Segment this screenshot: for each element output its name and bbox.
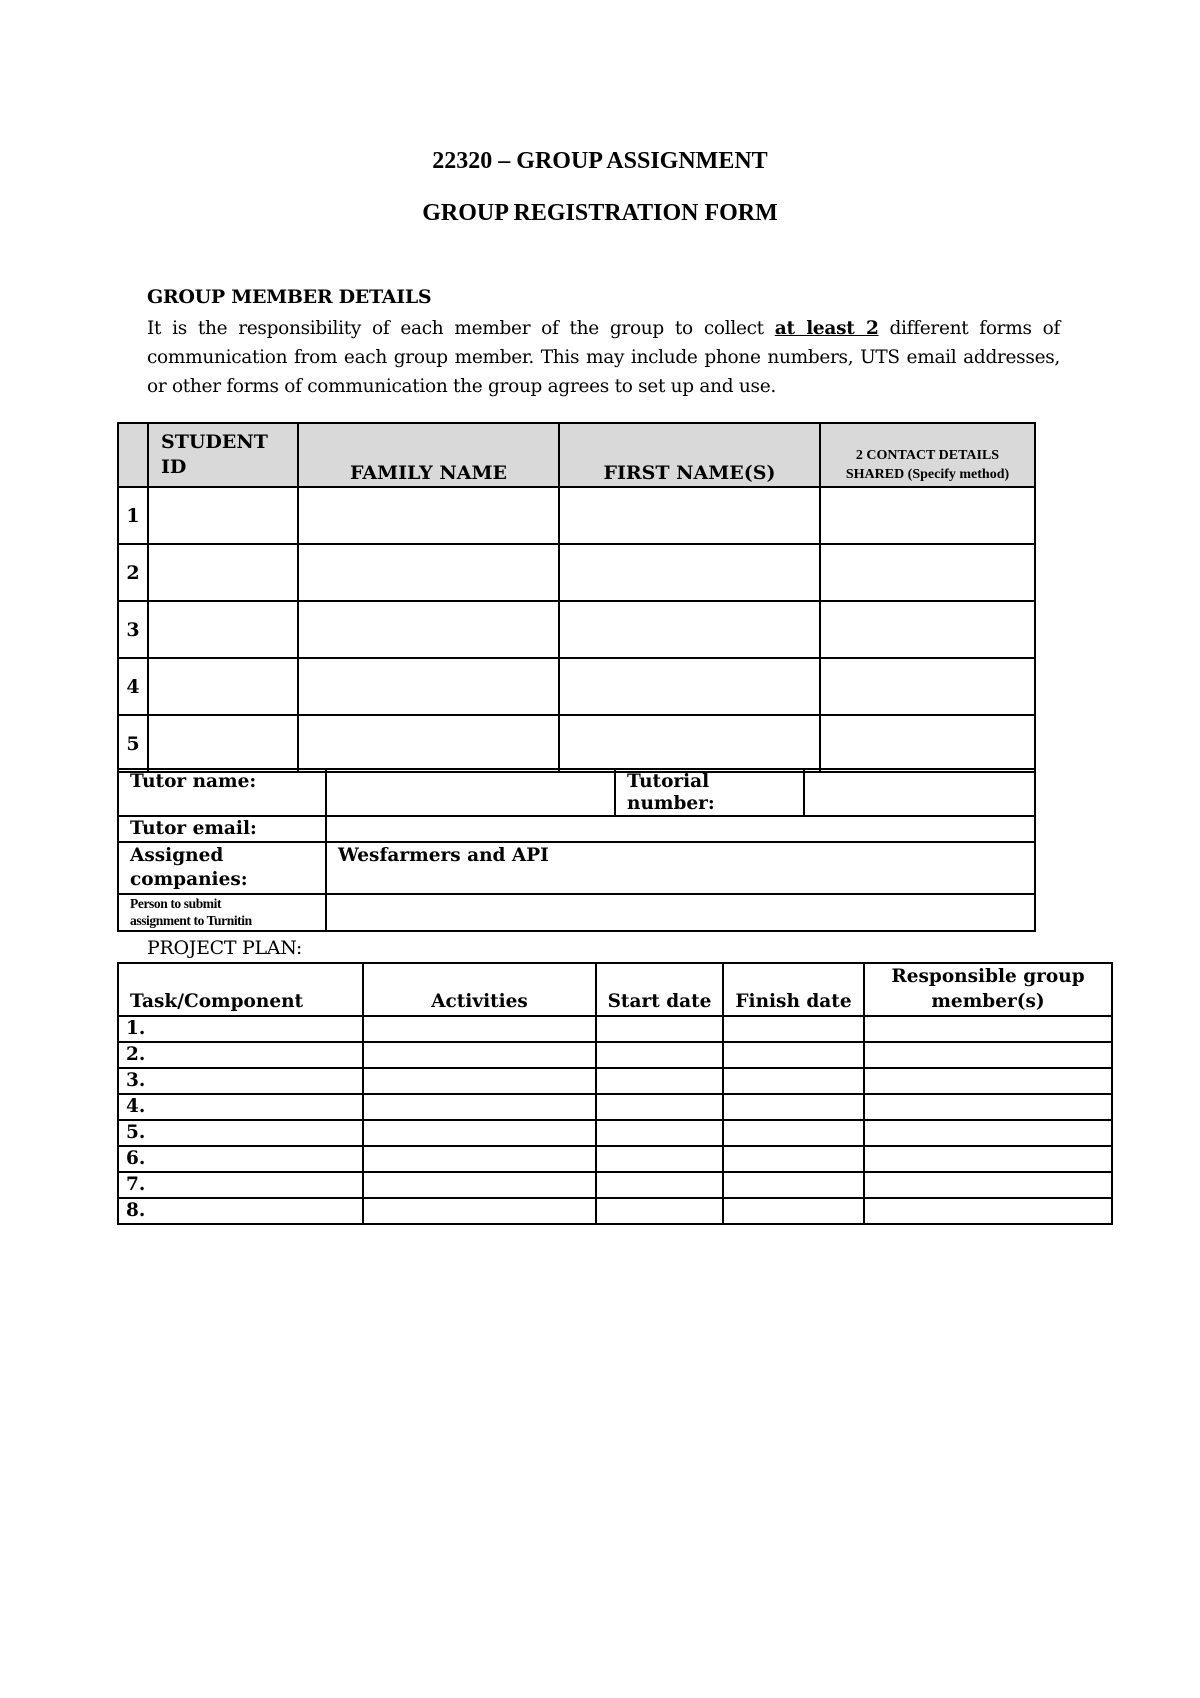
- plan-start-date-cell[interactable]: [596, 1146, 723, 1172]
- plan-row: [118, 1198, 1112, 1224]
- plan-finish-date-cell[interactable]: [723, 1198, 864, 1224]
- activities-header: Activities: [363, 963, 596, 1016]
- intro-emphasis: at least 2: [774, 318, 879, 339]
- tutorial-number-field[interactable]: [804, 769, 1035, 816]
- member-row: [118, 487, 1035, 544]
- form-title: GROUP REGISTRATION FORM: [422, 200, 778, 226]
- assigned-label-line2: companies:: [130, 869, 248, 890]
- plan-task-cell[interactable]: 8.: [118, 1198, 363, 1224]
- family-name-cell[interactable]: [298, 544, 559, 601]
- plan-task-cell[interactable]: 4.: [118, 1094, 363, 1120]
- plan-activities-cell[interactable]: [363, 1016, 596, 1042]
- contact-details-cell[interactable]: [820, 544, 1035, 601]
- tutor-email-label: Tutor email:: [118, 816, 326, 842]
- plan-activities-cell[interactable]: [363, 1198, 596, 1224]
- tutor-name-label: Tutor name:: [118, 769, 326, 816]
- contact-details-cell[interactable]: [820, 601, 1035, 658]
- plan-start-date-cell[interactable]: [596, 1016, 723, 1042]
- plan-responsible-cell[interactable]: [864, 1068, 1112, 1094]
- plan-task-cell[interactable]: 3.: [118, 1068, 363, 1094]
- plan-start-date-cell[interactable]: [596, 1120, 723, 1146]
- submitter-label-line1: Person to submit: [130, 896, 222, 911]
- plan-finish-date-cell[interactable]: [723, 1068, 864, 1094]
- plan-row: [118, 1016, 1112, 1042]
- contact-details-cell[interactable]: [820, 715, 1035, 772]
- plan-responsible-cell[interactable]: [864, 1172, 1112, 1198]
- plan-finish-date-cell[interactable]: [723, 1042, 864, 1068]
- contact-details-header: [820, 423, 1035, 487]
- tutor-name-row: [118, 769, 1035, 816]
- member-row-number: 4: [118, 658, 148, 715]
- plan-row: [118, 1172, 1112, 1198]
- plan-task-cell[interactable]: 7.: [118, 1172, 363, 1198]
- member-row-number: 1: [118, 487, 148, 544]
- plan-finish-date-cell[interactable]: [723, 1120, 864, 1146]
- task-component-header: Task/Component: [118, 963, 363, 1016]
- member-details-intro: [147, 314, 1060, 401]
- first-names-cell[interactable]: [559, 715, 820, 772]
- plan-start-date-cell[interactable]: [596, 1172, 723, 1198]
- assigned-label-line1: Assigned: [130, 845, 224, 866]
- plan-activities-cell[interactable]: [363, 1146, 596, 1172]
- family-name-cell[interactable]: [298, 601, 559, 658]
- responsible-header-line2: member(s): [931, 991, 1045, 1012]
- family-name-cell[interactable]: [298, 658, 559, 715]
- finish-date-header: Finish date: [723, 963, 864, 1016]
- first-names-cell[interactable]: [559, 487, 820, 544]
- member-row-number: 2: [118, 544, 148, 601]
- plan-activities-cell[interactable]: [363, 1120, 596, 1146]
- student-id-cell[interactable]: [148, 544, 298, 601]
- first-names-cell[interactable]: [559, 658, 820, 715]
- document-title: 22320 – GROUP ASSIGNMENT: [432, 148, 768, 174]
- plan-task-cell[interactable]: 6.: [118, 1146, 363, 1172]
- submitter-label-line2: assignment to Turnitin: [130, 913, 252, 928]
- plan-responsible-cell[interactable]: [864, 1016, 1112, 1042]
- plan-row: [118, 1068, 1112, 1094]
- contact-header-line1: 2 CONTACT DETAILS: [855, 448, 1000, 463]
- plan-row: [118, 1094, 1112, 1120]
- tutor-email-field[interactable]: [326, 816, 1035, 842]
- plan-row: [118, 1146, 1112, 1172]
- contact-details-cell[interactable]: [820, 658, 1035, 715]
- student-id-header: [148, 423, 298, 487]
- student-id-cell[interactable]: [148, 658, 298, 715]
- first-names-cell[interactable]: [559, 601, 820, 658]
- member-table-header: [118, 423, 1035, 487]
- submitter-label: [118, 894, 326, 931]
- start-date-header: Start date: [596, 963, 723, 1016]
- student-id-header-line1: STUDENT: [161, 431, 268, 453]
- row-number-header: [118, 423, 148, 487]
- plan-start-date-cell[interactable]: [596, 1042, 723, 1068]
- submitter-row: [118, 894, 1035, 931]
- plan-row: [118, 1120, 1112, 1146]
- family-name-cell[interactable]: [298, 487, 559, 544]
- project-plan-header: [118, 963, 1112, 1016]
- member-row: [118, 658, 1035, 715]
- member-row-number: 3: [118, 601, 148, 658]
- plan-responsible-cell[interactable]: [864, 1094, 1112, 1120]
- student-id-cell[interactable]: [148, 487, 298, 544]
- first-names-header: FIRST NAME(S): [559, 423, 820, 487]
- intro-text-start: It is the responsibility of each member of the group to collect: [147, 318, 775, 339]
- assigned-companies-row: [118, 842, 1035, 894]
- intro-text-end: different forms of communication from each group member. This may include phone numbers, UTS email addresses, or other forms of communication the group agrees to set up and use.: [147, 318, 1060, 397]
- contact-details-cell[interactable]: [820, 487, 1035, 544]
- plan-start-date-cell[interactable]: [596, 1068, 723, 1094]
- member-row: [118, 544, 1035, 601]
- submitter-field[interactable]: [326, 894, 1035, 931]
- plan-finish-date-cell[interactable]: [723, 1094, 864, 1120]
- family-name-cell[interactable]: [298, 715, 559, 772]
- project-plan-heading: PROJECT PLAN:: [147, 937, 302, 959]
- tutorial-number-label: Tutorial number:: [615, 769, 804, 816]
- plan-task-cell[interactable]: 5.: [118, 1120, 363, 1146]
- student-id-header-line2: ID: [161, 456, 187, 478]
- first-names-cell[interactable]: [559, 544, 820, 601]
- tutor-info-table: [117, 768, 1036, 932]
- plan-finish-date-cell[interactable]: [723, 1146, 864, 1172]
- plan-start-date-cell[interactable]: [596, 1094, 723, 1120]
- plan-activities-cell[interactable]: [363, 1094, 596, 1120]
- plan-start-date-cell[interactable]: [596, 1198, 723, 1224]
- tutor-email-row: [118, 816, 1035, 842]
- responsible-member-header: [864, 963, 1112, 1016]
- contact-header-line2: SHARED (Specify method): [845, 467, 1010, 482]
- plan-responsible-cell[interactable]: [864, 1146, 1112, 1172]
- plan-responsible-cell[interactable]: [864, 1042, 1112, 1068]
- plan-activities-cell[interactable]: [363, 1172, 596, 1198]
- family-name-header: FAMILY NAME: [298, 423, 559, 487]
- student-id-cell[interactable]: [148, 715, 298, 772]
- plan-activities-cell[interactable]: [363, 1068, 596, 1094]
- plan-finish-date-cell[interactable]: [723, 1016, 864, 1042]
- plan-row: [118, 1042, 1112, 1068]
- plan-responsible-cell[interactable]: [864, 1198, 1112, 1224]
- member-row: [118, 601, 1035, 658]
- plan-task-cell[interactable]: 1.: [118, 1016, 363, 1042]
- assigned-companies-value[interactable]: Wesfarmers and API: [326, 842, 1035, 894]
- student-id-cell[interactable]: [148, 601, 298, 658]
- member-row: [118, 715, 1035, 772]
- responsible-header-line1: Responsible group: [891, 966, 1085, 987]
- plan-finish-date-cell[interactable]: [723, 1172, 864, 1198]
- plan-activities-cell[interactable]: [363, 1042, 596, 1068]
- member-row-number: 5: [118, 715, 148, 772]
- plan-task-cell[interactable]: 2.: [118, 1042, 363, 1068]
- assigned-companies-label: [118, 842, 326, 894]
- tutor-name-field[interactable]: [326, 769, 615, 816]
- member-details-table: [117, 422, 1036, 773]
- plan-responsible-cell[interactable]: [864, 1120, 1112, 1146]
- project-plan-table: [117, 962, 1113, 1225]
- member-details-heading: GROUP MEMBER DETAILS: [147, 286, 432, 308]
